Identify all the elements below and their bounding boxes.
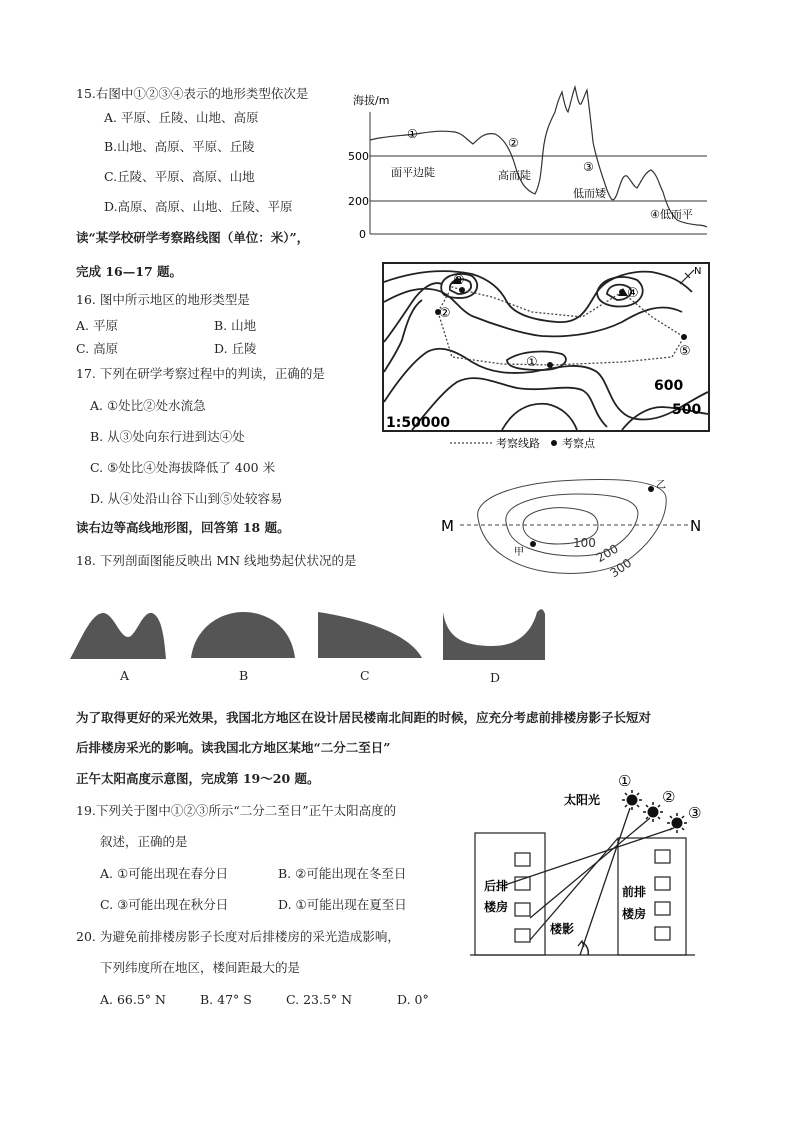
q19-option-c: C. ③可能出现在秋分日 xyxy=(100,897,229,912)
label-jia: 甲 xyxy=(514,547,524,558)
q15-option-c: C.丘陵、平原、高原、山地 xyxy=(104,169,255,184)
route-contour-map xyxy=(382,262,712,452)
q16-stem: 16. 图中所示地区的地形类型是 xyxy=(76,292,250,307)
contour-500-label: 500 xyxy=(672,402,702,418)
q15-stem: 15.右图中①②③④表示的地形类型依次是 xyxy=(76,86,309,101)
profile-label-b: B xyxy=(239,668,249,683)
q17-option-a: A. ①处比②处水流急 xyxy=(90,398,206,413)
tick-200: 200 xyxy=(348,195,369,208)
q17-option-c: C. ⑤处比④处海拔降低了 400 米 xyxy=(90,460,276,475)
point-jia xyxy=(530,541,536,547)
map-point-2: ② xyxy=(439,306,451,321)
intro-19-20-line3: 正午太阳高度示意图，完成第 19～20 题。 xyxy=(76,771,320,786)
profile-label-d: D xyxy=(490,670,501,685)
q20-option-c: C. 23.5° N xyxy=(286,992,353,1007)
back-building-label-1: 后排 xyxy=(484,879,509,893)
north-label: N xyxy=(694,266,702,277)
q17-option-d: D. 从④处沿山谷下山到⑤处较容易 xyxy=(90,491,283,506)
q20-option-b: B. 47° S xyxy=(200,992,252,1007)
intro-16-17-line1: 读“某学校研学考察路线图（单位：米）”， xyxy=(76,230,310,245)
intro-19-20-line2: 后排楼房采光的影响。读我国北方地区某地“二分二至日” xyxy=(76,740,391,755)
back-building xyxy=(475,833,545,955)
legend-point-dot xyxy=(551,440,557,446)
q17-stem: 17. 下列在研学考察过程中的判读，正确的是 xyxy=(76,366,325,381)
q19-option-d: D. ①可能出现在夏至日 xyxy=(278,897,407,912)
profile-option-c-shape xyxy=(318,612,422,660)
profile-label-3: 低而矮 xyxy=(573,187,606,200)
label-300: 300 xyxy=(607,555,635,581)
q15-option-a: A. 平原、丘陵、山地、高原 xyxy=(104,110,259,125)
tick-500: 500 xyxy=(348,150,369,163)
q16-option-b: B. 山地 xyxy=(214,318,257,333)
profile-ylabel: 海拔/m xyxy=(353,94,390,107)
q20-option-d: D. 0° xyxy=(397,992,429,1007)
front-building-label-1: 前排 xyxy=(622,885,647,899)
profile-option-b-shape xyxy=(191,612,295,660)
intro-19-20-line1: 为了取得更好的采光效果，我国北方地区在设计居民楼南北间距的时候，应充分考虑前排楼房影子长短对 xyxy=(76,710,652,725)
sunlight-label: 太阳光 xyxy=(564,793,601,807)
profile-label-4: ④低而平 xyxy=(650,208,693,221)
q19-stem-line1: 19.下列关于图中①②③所示“二分二至日”正午太阳高度的 xyxy=(76,803,397,818)
sun-altitude-figure xyxy=(470,772,710,963)
contour-600-label: 600 xyxy=(654,378,684,394)
sun-label-1: ① xyxy=(618,772,632,790)
q16-option-c: C. 高原 xyxy=(76,341,119,356)
point-yi xyxy=(648,486,654,492)
q15-option-d: D.高原、高原、山地、丘陵、平原 xyxy=(104,199,293,214)
label-yi: 乙 xyxy=(656,480,666,491)
q20-stem-line1: 20. 为避免前排楼房影子长度对后排楼房的采光造成影响， xyxy=(76,929,400,944)
intro-18: 读右边等高线地形图，回答第 18 题。 xyxy=(76,520,290,535)
q17-option-b: B. 从③处向东行进到达④处 xyxy=(90,429,245,444)
profile-option-d-shape xyxy=(443,608,545,662)
shadow-label: 楼影 xyxy=(550,922,575,936)
sun-label-2: ② xyxy=(662,788,676,806)
profile-label-a: A xyxy=(120,668,130,683)
label-200: 200 xyxy=(593,541,621,566)
terrain-profile-figure xyxy=(345,82,715,242)
profile-label-c: C xyxy=(360,668,370,683)
mn-contour-map xyxy=(438,472,710,582)
q19-option-a: A. ①可能出现在春分日 xyxy=(100,866,229,881)
profile-label-2: 高而陡 xyxy=(498,169,531,182)
map-point-1: ① xyxy=(526,355,538,370)
sun-label-3: ③ xyxy=(688,804,702,822)
profile-label-1: 面平边陡 xyxy=(391,166,435,179)
legend-point-label: 考察点 xyxy=(562,437,595,450)
q16-option-d: D. 丘陵 xyxy=(214,341,257,356)
profile-option-a-shape xyxy=(70,607,166,663)
q18-stem: 18. 下列剖面图能反映出 MN 线地势起伏状况的是 xyxy=(76,553,357,568)
map-point-5: ⑤ xyxy=(679,344,691,359)
q19-option-b: B. ②可能出现在冬至日 xyxy=(278,866,407,881)
back-building-label-2: 楼房 xyxy=(484,900,509,914)
terrain-profile-line xyxy=(370,87,707,227)
q20-stem-line2: 下列纬度所在地区，楼间距最大的是 xyxy=(100,960,301,975)
intro-16-17-line2: 完成 16—17 题。 xyxy=(76,264,182,279)
map-scale: 1:50000 xyxy=(386,415,451,431)
profile-marker-2: ② xyxy=(508,136,519,150)
legend-route-label: 考察线路 xyxy=(496,437,540,450)
tick-0: 0 xyxy=(359,228,366,241)
label-m: M xyxy=(441,517,454,535)
front-building-label-2: 楼房 xyxy=(622,907,647,921)
map-point-4: ④ xyxy=(627,286,639,301)
q16-option-a: A. 平原 xyxy=(76,318,118,333)
map-point-3: ③ xyxy=(453,273,465,288)
q20-option-a: A. 66.5° N xyxy=(100,992,166,1007)
profile-marker-1: ① xyxy=(407,127,418,141)
label-n: N xyxy=(690,517,702,535)
profile-marker-3: ③ xyxy=(583,160,594,174)
q19-stem-line2: 叙述，正确的是 xyxy=(100,834,188,849)
q15-option-b: B.山地、高原、平原、丘陵 xyxy=(104,139,255,154)
label-100: 100 xyxy=(573,536,596,550)
